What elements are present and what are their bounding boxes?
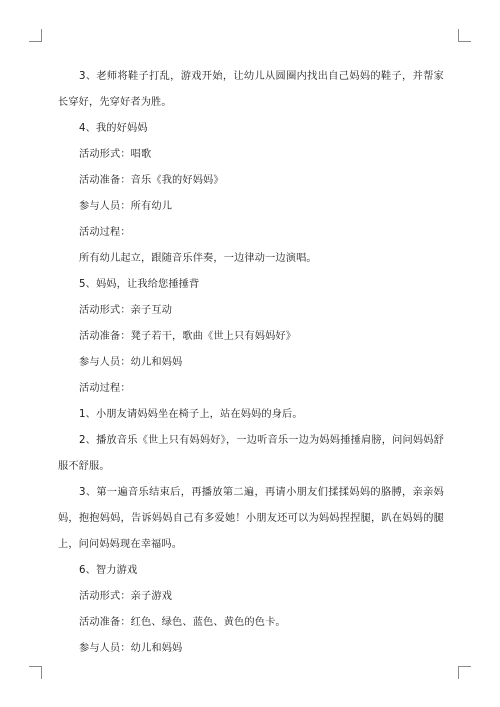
paragraph-sing-along: 所有幼儿起立，跟随音乐伴奏，一边律动一边演唱。 [79, 253, 317, 264]
document-body [58, 64, 444, 662]
paragraph-activity-form-singing: 活动形式：唱歌 [79, 149, 152, 160]
paragraph-participants-all: 参与人员：所有幼儿 [79, 201, 173, 212]
heading-my-good-mother: 4、我的好妈妈 [79, 123, 148, 134]
paragraph-shoe-game-step3: 3、老师将鞋子打乱，游戏开始，让幼儿从圆圈内找出自己妈妈的鞋子，并帮家长穿好，先穿好者为胜。 [58, 71, 444, 108]
paragraph-activity-process: 活动过程： [79, 227, 131, 238]
paragraph-activity-form-interaction: 活动形式：亲子互动 [79, 305, 173, 316]
heading-intelligence-game: 6、智力游戏 [79, 565, 138, 576]
paragraph-participants-children-mothers: 参与人员：幼儿和妈妈 [79, 357, 183, 368]
paragraph-step3: 3、第一遍音乐结束后，再播放第二遍，再请小朋友们揉揉妈妈的胳膊，亲亲妈妈，抱抱妈妈，告诉妈妈自己有多爱她！小朋友还可以为妈妈捏捏腿，趴在妈妈的腿上，问问妈妈现在幸福吗。 [58, 487, 444, 550]
bottom-left-crop-mark [29, 666, 42, 679]
paragraph-activity-prep-color-cards: 活动准备：红色、绿色、蓝色、黄色的色卡。 [79, 617, 286, 628]
paragraph-step1: 1、小朋友请妈妈坐在椅子上，站在妈妈的身后。 [79, 409, 303, 420]
paragraph-activity-prep-stools: 活动准备：凳子若干，歌曲《世上只有妈妈好》 [79, 331, 297, 342]
heading-back-massage: 5、妈妈，让我给您捶捶背 [79, 279, 200, 290]
top-right-crop-mark [458, 29, 471, 42]
bottom-right-crop-mark [458, 666, 471, 679]
paragraph-activity-prep-music: 活动准备：音乐《我的好妈妈》 [79, 175, 224, 186]
paragraph-activity-form-parent-child: 活动形式：亲子游戏 [79, 591, 173, 602]
paragraph-step2: 2、播放音乐《世上只有妈妈好》，一边听音乐一边为妈妈捶捶肩膀，问问妈妈舒服不舒服。 [58, 435, 444, 472]
top-left-crop-mark [29, 29, 42, 42]
paragraph-activity-process-2: 活动过程： [79, 383, 131, 394]
paragraph-participants-children-mothers-2: 参与人员：幼儿和妈妈 [79, 643, 183, 654]
